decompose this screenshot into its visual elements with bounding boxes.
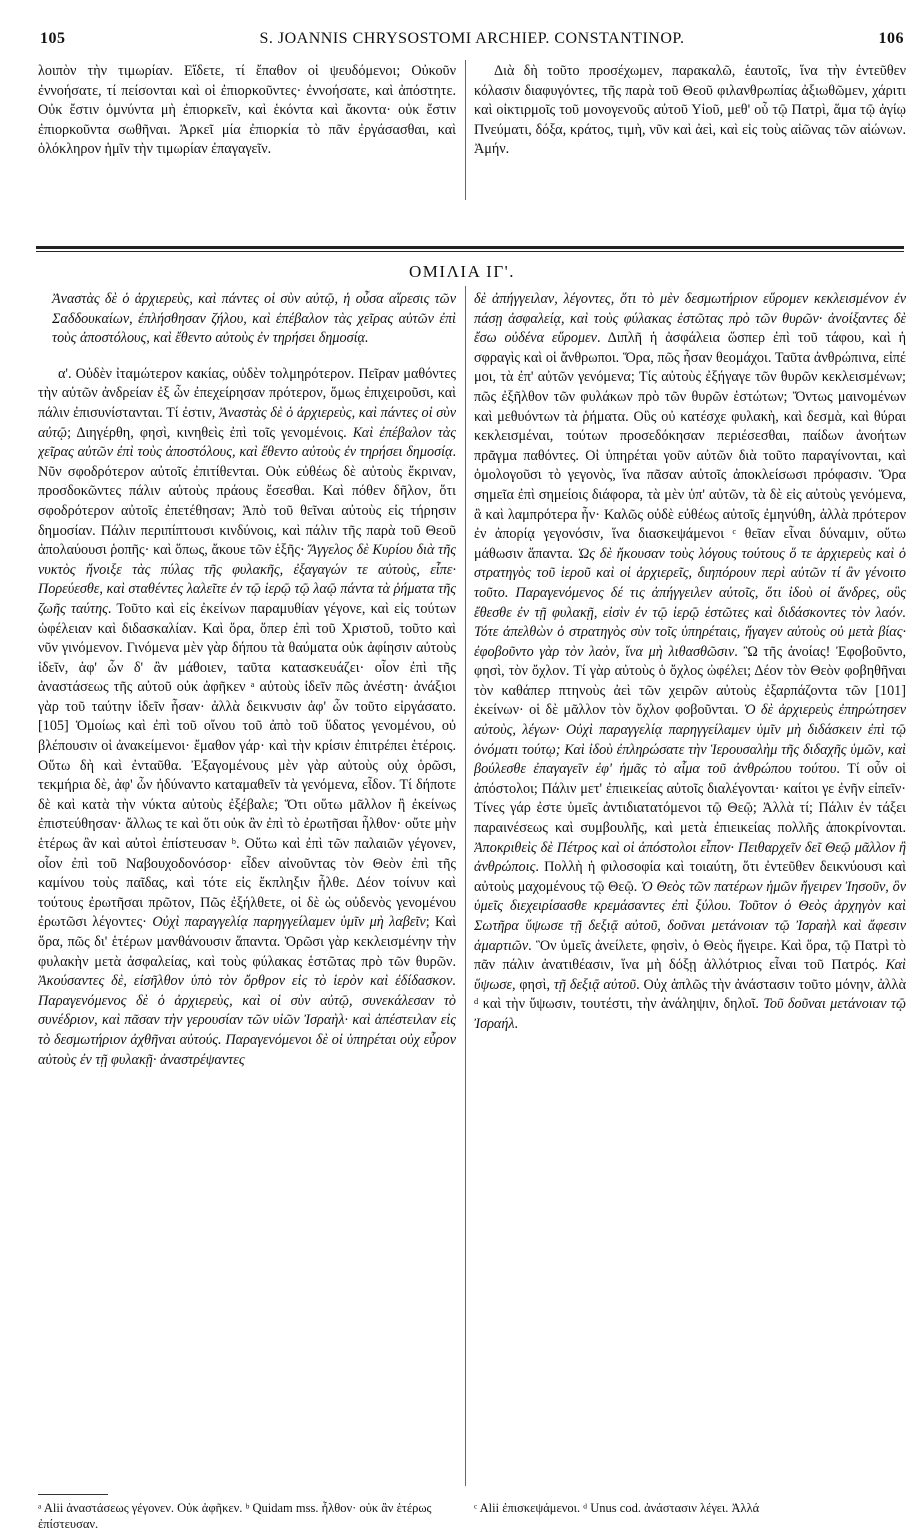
quotation: Καὶ ἐπέβαλον τὰς χεῖρας αὐτῶν ἐπὶ τοὺς ἀποστόλους, καὶ ἔθεντο αὐτοὺς ἐν τηρήσει δημοσίᾳ: [38, 424, 456, 461]
page-number-left: 105: [40, 30, 66, 47]
quotation: Ἀκούσαντες δὲ, εἰσῆλθον ὑπὸ τὸν ὄρθρον εἰς τὸ ἱερὸν καὶ ἐδίδασκον. Παραγενόμενος δὲ ὁ ἀρχιερεὺς, καὶ οἱ σὺν αὐτῷ, συνεκάλεσαν τὸ συνέδριον, καὶ πᾶσαν τὴν γερουσίαν τῶν υἱῶν Ἰσραὴλ· καὶ ἀπέστειλαν εἰς τὸ δεσμωτήριον ἀχθῆναι αὐτούς. Παραγενόμενοι δὲ οἱ ὑπηρέται οὐχ εὗρον αὐτοὺς ἐν τῇ φυλακῇ· ἀναστρέψαντες: [38, 973, 456, 1068]
lemma: Ἀναστὰς δὲ ὁ ἀρχιερεὺς, καὶ πάντες οἱ σὺν αὐτῷ, ἡ οὖσα αἵρεσις τῶν Σαδδουκαίων, ἐπλήσθησαν ζήλου, καὶ ἐπέβαλον τὰς χεῖρας αὐτῶν ἐπὶ τοὺς ἀποστόλους, καὶ ἔθεντο αὐτοὺς ἐν τηρήσει δημοσίᾳ.: [52, 291, 456, 347]
quotation: Ὁ δὲ ἀρχιερεὺς ἐπηρώτησεν αὐτοὺς, λέγων· Οὐχὶ παραγγελίᾳ παρηγγείλαμεν ὑμῖν μὴ διδάσκειν ἐπὶ τῷ ὀνόματι τούτῳ; Καὶ ἰδοὺ ἐπληρώσατε τὴν Ἱερουσαλὴμ τῆς διδαχῆς ὑμῶν, καὶ βούλεσθε ἐπαγαγεῖν ἐφ' ἡμᾶς τὸ αἷμα τοῦ ἀνθρώπου τούτου: [474, 702, 906, 778]
quotation: Ἀναστὰς δὲ ὁ ἀρχιερεὺς, καὶ πάντες οἱ σὺν αὐτῷ: [38, 404, 456, 441]
column-divider: [465, 286, 466, 1486]
running-header: [40, 30, 904, 54]
right-column: [474, 290, 906, 1486]
quotation: Οὐχὶ παραγγελίᾳ παρηγγείλαμεν ὑμῖν μὴ λαβεῖν: [152, 914, 426, 931]
paragraph: [38, 365, 456, 1070]
text-run: .: [514, 1015, 519, 1032]
quotation: Ὡς δὲ ἤκουσαν τοὺς λόγους τούτους ὅ τε ἀρχιερεὺς καὶ ὁ στρατηγὸς τοῦ ἱεροῦ καὶ οἱ ἀρχιερεῖς, διηπόρουν περὶ αὐτῶν τί ἂν γένοιτο τοῦτο. Παραγενόμενος δέ τις ἀπήγγειλεν αὐτοῖς, ὅτι ἰδοὺ οἱ ἄνδρες, οὓς ἔθεσθε ἐν τῇ φυλακῇ, εἰσὶν ἐν τῷ ἱερῷ ἑστῶτες καὶ διδάσκοντες τὸν λαόν. Τότε ἀπελθὼν ὁ στρατηγὸς σὺν τοῖς ὑπηρέταις, ἤγαγεν αὐτοὺς οὐ μετὰ βίας· ἐφοβοῦντο γὰρ τὸν λαὸν, ἵνα μὴ λιθασθῶσιν: [474, 545, 906, 660]
left-column: [38, 290, 456, 1486]
section-divider-thin: [36, 251, 904, 252]
running-title: S. JOANNIS CHRYSOSTOMI ARCHIEP. CONSTANTINOP.: [259, 30, 685, 47]
paragraph: [474, 290, 906, 1035]
text-run: . Ὢ τῆς ἀνοίας! Ἐφοβοῦντο, φησὶ, τὸν ὄχλον. Τί γὰρ αὐτοὺς ὁ ὄχλος ὠφέλει; Δέον τὸν Θεὸν φοβηθῆναι τὸν καθάπερ πτηνοὺς ἀεὶ τῶν χειρῶν αὐτοὺς ἐξαρπάζοντα τῶν [101] ἐκείνων· οἱ δὲ μᾶλλον τὸν ὄχλον φοβοῦνται.: [474, 643, 906, 719]
text-run: , φησὶ,: [511, 976, 554, 993]
quotation: Καὶ ὕψωσε: [474, 957, 906, 993]
quotation: τῇ δεξιᾷ αὐτοῦ: [553, 976, 637, 993]
text-run: α'. Οὐδὲν ἰταμώτερον κακίας, οὐδὲν τολμηρότερον. Πεῖραν μαθόντες τὴν αὐτῶν ἀνδρείαν ἐξ ὧν ἐπεχείρησαν πρότερον, ὅμως ἐπιχειροῦσι, καὶ πάλιν ἐπισυνίστανται. Τί ἐστιν,: [38, 365, 456, 421]
text-run: ; Καὶ ὅρα, πῶς δι' ἑτέρων μανθάνουσιν ἅπαντα. Ὁρῶσι γὰρ κεκλεισμένην τὴν φυλακὴν μετὰ ἀσφαλείας, καὶ τοὺς φύλακας ἑστῶτας πρὸ τῶν θυρῶν.: [38, 914, 456, 970]
footnote-rule: [38, 1494, 108, 1495]
page-number-right: 106: [878, 30, 904, 47]
quotation: δὲ ἀπήγγειλαν, λέγοντες, ὅτι τὸ μὲν δεσμωτήριον εὕρομεν κεκλεισμένον ἐν πάσῃ ἀσφαλείᾳ, καὶ τοὺς φύλακας ἑστῶτας πρὸ τῶν θυρῶν· ἀνοίξαντες δὲ ἔσω οὐδένα εὕρομεν: [474, 291, 906, 347]
column-divider: [465, 60, 466, 200]
text-run: . Πολλὴ ἡ φιλοσοφία καὶ τοιαύτη, ὅτι ἐντεῦθεν δεικνύουσι καὶ αὐτοὺς μαχομένους τῷ Θεῷ.: [474, 859, 906, 895]
top-right-text: [474, 62, 906, 246]
quotation: Τοῦ δοῦναι μετάνοιαν τῷ Ἰσραήλ: [474, 996, 906, 1032]
text-run: . Τοῦτο καὶ εἰς ἐκείνων παραμυθίαν γέγονε, καὶ εἰς τούτων ὠφέλειαν καὶ διδασκαλίαν. Καὶ ὅρα, ὅπερ ἐπὶ τοῦ Χριστοῦ, τοῦτο καὶ νῦν γινόμενον. Γινόμενα μὲν γὰρ δήπου τὰ θαύματα οὐκ ἀφίησιν αὐτοὺς ἰδεῖν, ἀφ' ὧν δ' ἂν μάθοιεν, ταῦτα κατασκευάζει· οἷον ἐπὶ τῆς ἀναστάσεως τῆς αὐτοῦ οὐκ ἀφῆκεν ᵃ αὐτοὺς ἰδεῖν πῶς ἀνέστη· ἀνάξιοι γὰρ τοῦ ταύτην ἰδεῖν ἦσαν· ἀλλὰ δεικνυσιν ἀφ' ὧν τοῦτο εἰργάσατο. [105] Ὁμοίως καὶ ἐπὶ τοῦ οἴνου τοῦ ἀπὸ τοῦ ὕδατος γενομένου, οὐ βλέπουσιν οἱ ἀνακείμενοι· ἔμαθον γάρ· καὶ τὴν κρίσιν ἐπιτρέπει ἑτέροις. Οὕτω δὴ καὶ ἐνταῦθα. Ἐξαγομένους μὲν γὰρ αὐτοὺς οὐχ ὁρῶσι, τεκμήρια δὲ, ἀφ' ὧν ἠδύναντο καταμαθεῖν τὰ γενόμενα, εἶδον. Τί δήποτε δὲ καὶ κατὰ τὴν νύκτα αὐτοὺς ἐξέβαλε; Ὅτι οὕτω μᾶλλον ἢ ἐκείνως ἐπιστεύθησαν· ἄλλως τε καὶ ὅτι οὐκ ἂν ἐπὶ τὸ ἐρωτῆσαι ἦλθον· οὔτε μὴν ἑτέρως ἂν καὶ αὐτοὶ ἐπίστευσαν ᵇ. Οὕτω καὶ ἐπὶ τῶν παλαιῶν γέγονεν, οἷον ἐπὶ τοῦ Ναβουχοδονόσορ· εἶδεν αἰνοῦντας τὸν Θεὸν ἐπὶ τῆς καμίνου τοὺς παῖδας, καὶ τότε εἰς ἔκπληξιν ἦλθε. Δέον τοίνυν καὶ τούτους ἐρωτῆσαι πρῶτον, Πῶς ἐξήλθετε, οἱ δὲ ὡς οὐδενὸς γενομένου ἐρωτῶσι λέγοντες·: [38, 600, 456, 931]
text-run: ; Διηγέρθη, φησὶ, κινηθεὶς ἐπὶ τοῖς γενομένοις.: [67, 424, 353, 441]
top-left-text: [38, 62, 456, 246]
footnote-left: ᵃ Alii ἀναστάσεως γέγονεν. Οὐκ ἀφῆκεν. ᵇ Quidam mss. ἦλθον· οὐκ ἂν ἑτέρως ἐπίστευσαν.: [38, 1501, 432, 1531]
section-divider: [36, 246, 904, 249]
text-run: . Διπλῆ ἡ ἀσφάλεια ὥσπερ ἐπὶ τοῦ τάφου, καὶ ἡ σφραγὶς καὶ οἱ ἄνθρωποι. Ὅρα, πῶς ἦσαν θεομάχοι. Ταῦτα ἀνθρώπινα, εἰπέ μοι, τὰ ἐπ' αὐτῶν γενόμενα; Τίς αὐτοὺς ἐξήγαγε τῶν θυρῶν κεκλεισμένων; πῶς ἐξῆλθον τῶν φυλάκων πρὸ τῶν θυρῶν ἑστώτων; Ὄντως μαινομένων καὶ μεθυόντων τὰ ῥήματα. Οὓς οὐ κατέσχε φυλακὴ, καὶ δεσμὰ, καὶ θύραι κεκλεισμέναι, τούτων προσεδόκησαν περιέσεσθαι, παίδων ἀνοήτων πρᾶγμα παθόντες. Οἱ ὑπηρέται γοῦν αὐτῶν διὰ τοῦτο παραγίνονται, καὶ ὁμολογοῦσι τὸ γεγονὸς, ἵνα πᾶσαν αὐτοῖς ἀποκλείσωσι πρόφασιν. Ὅρα σημεῖα ἐπὶ σημείοις διάφορα, τὰ μὲν ὑπ' αὐτῶν, τὰ δὲ εἰς αὐτοὺς γενόμενα, ἃ καὶ λαμπρότερα ἦν· Καλῶς οὐδὲ εὐθέως αὐτοῖς ἐμηνύθη, ἀλλὰ πρότερον ἐν ἀπορίᾳ γεγονόσιν, ἵνα διασκεψάμενοι ᶜ θεῖαν εἶναι δύναμιν, οὕτω μάθωσιν ἅπαντα.: [474, 330, 906, 562]
footnote-right: ᶜ Alii ἐπισκεψάμενοι. ᵈ Unus cod. ἀνάστασιν λέγει. Ἀλλά: [474, 1501, 760, 1515]
homily-title: ΟΜΙΛΙΑ ΙΓ'.: [409, 262, 515, 281]
text-run: . Οὐχ ἁπλῶς τὴν ἀνάστασιν τοῦτο μόνην, ἀλλὰ ᵈ καὶ τὴν ὕψωσιν, τουτέστι, τὴν ἀνάληψιν, δηλοῖ.: [474, 976, 906, 1013]
quotation: Ὁ Θεὸς τῶν πατέρων ἡμῶν ἤγειρεν Ἰησοῦν, ὃν ὑμεῖς διεχειρίσασθε κρεμάσαντες ἐπὶ ξύλου. Τοῦτον ὁ Θεὸς ἀρχηγὸν καὶ Σωτῆρα ὕψωσε τῇ δεξιᾷ αὐτοῦ, δοῦναι μετάνοιαν τῷ Ἰσραὴλ καὶ ἄφεσιν ἁμαρτιῶν: [474, 878, 906, 954]
text-run: . Νῦν σφοδρότερον αὐτοῖς ἐπιτίθενται. Οὐκ εὐθέως δὲ αὐτοὺς ἔκριναν, προσδοκῶντες πάλιν αὐτοὺς πράους ἔσεσθαι. Καὶ πόθεν δῆλον, ὅτι σφοδρότερον αὐτοῖς ἐπετέθησαν; Ἀπὸ τοῦ θεῖναι αὐτοὺς εἰς τήρησιν δημοσίαν. Πάλιν περιπίπτουσι κινδύνοις, καὶ πάλιν τῆς παρὰ τοῦ Θεοῦ ἀπολαύουσι ῥοπῆς· καὶ ὅπως, ἄκουε τῶν ἑξῆς·: [38, 444, 456, 559]
paragraph: Διὰ δὴ τοῦτο προσέχωμεν, παρακαλῶ, ἑαυτοῖς, ἵνα τὴν ἐντεῦθεν κόλασιν διαφυγόντες, τῆς παρὰ τοῦ Θεοῦ φιλανθρωπίας ἀξιωθῶμεν, χάριτι καὶ οἰκτιρμοῖς τοῦ μονογενοῦς αὐτοῦ Υἱοῦ, μεθ' οὗ τῷ Πατρὶ, ἅμα τῷ ἁγίῳ Πνεύματι, δόξα, κράτος, τιμὴ, νῦν καὶ ἀεὶ, καὶ εἰς τοὺς αἰῶνας τῶν αἰώνων. Ἀμήν.: [474, 63, 906, 158]
text-run: . Τί οὖν οἱ ἀπόστολοι; Πάλιν μετ' ἐπιεικείας αὐτοῖς διαλέγονται· καίτοι γε ἐνῆν εἰπεῖν· Τίνες γάρ ἐστε ὑμεῖς ἀντιδιατατόμενοι τῷ Θεῷ; Ἀλλὰ τί; Πάλιν ἐν τάξει παραινέσεως καὶ συμβουλῆς, καὶ μετὰ ἐπιεικείας πολλῆς ἀποκρίνονται.: [474, 761, 906, 837]
text-run: . Ὃν ὑμεῖς ἀνείλετε, φησὶν, ὁ Θεὸς ἤγειρε. Καὶ ὅρα, τῷ Πατρὶ τὸ πᾶν πάλιν ἀνατιθέασιν, ἵνα μὴ δόξῃ ἀλλότριος εἶναι τοῦ Πατρός.: [474, 937, 906, 974]
quotation: Ἄγγελος δὲ Κυρίου διὰ τῆς νυκτὸς ἤνοιξε τὰς πύλας τῆς φυλακῆς, ἐξαγαγών τε αὐτοὺς, εἶπε· Πορεύεσθε, καὶ σταθέντες λαλεῖτε ἐν τῷ ἱερῷ τῷ λαῷ πάντα τὰ ῥήματα τῆς ζωῆς ταύτης: [38, 542, 456, 617]
paragraph: λοιπὸν τὴν τιμωρίαν. Εἴδετε, τί ἔπαθον οἱ ψευδόμενοι; Οὐκοῦν ἐννοήσατε, τί πείσονται καὶ οἱ ἐπιορκοῦντες· ἐννοήσατε, καὶ ἀπόστητε. Οὐκ ἔστιν ὀμνύντα μὴ ἐπιορκεῖν, καὶ ἑκόντα καὶ ἄκοντα· οὐκ ἔστιν ἐπιορκοῦντα σωθῆναι. Ἀρκεῖ μία ἐπιορκία τὸ πᾶν ἐργάσασθαι, καὶ ὁλόκληρον ἡμῖν τὴν τιμωρίαν ἐπαγαγεῖν.: [38, 63, 456, 158]
quotation: Ἀποκριθεὶς δὲ Πέτρος καὶ οἱ ἀπόστολοι εἶπον· Πειθαρχεῖν δεῖ Θεῷ μᾶλλον ἢ ἀνθρώποις: [474, 839, 906, 876]
